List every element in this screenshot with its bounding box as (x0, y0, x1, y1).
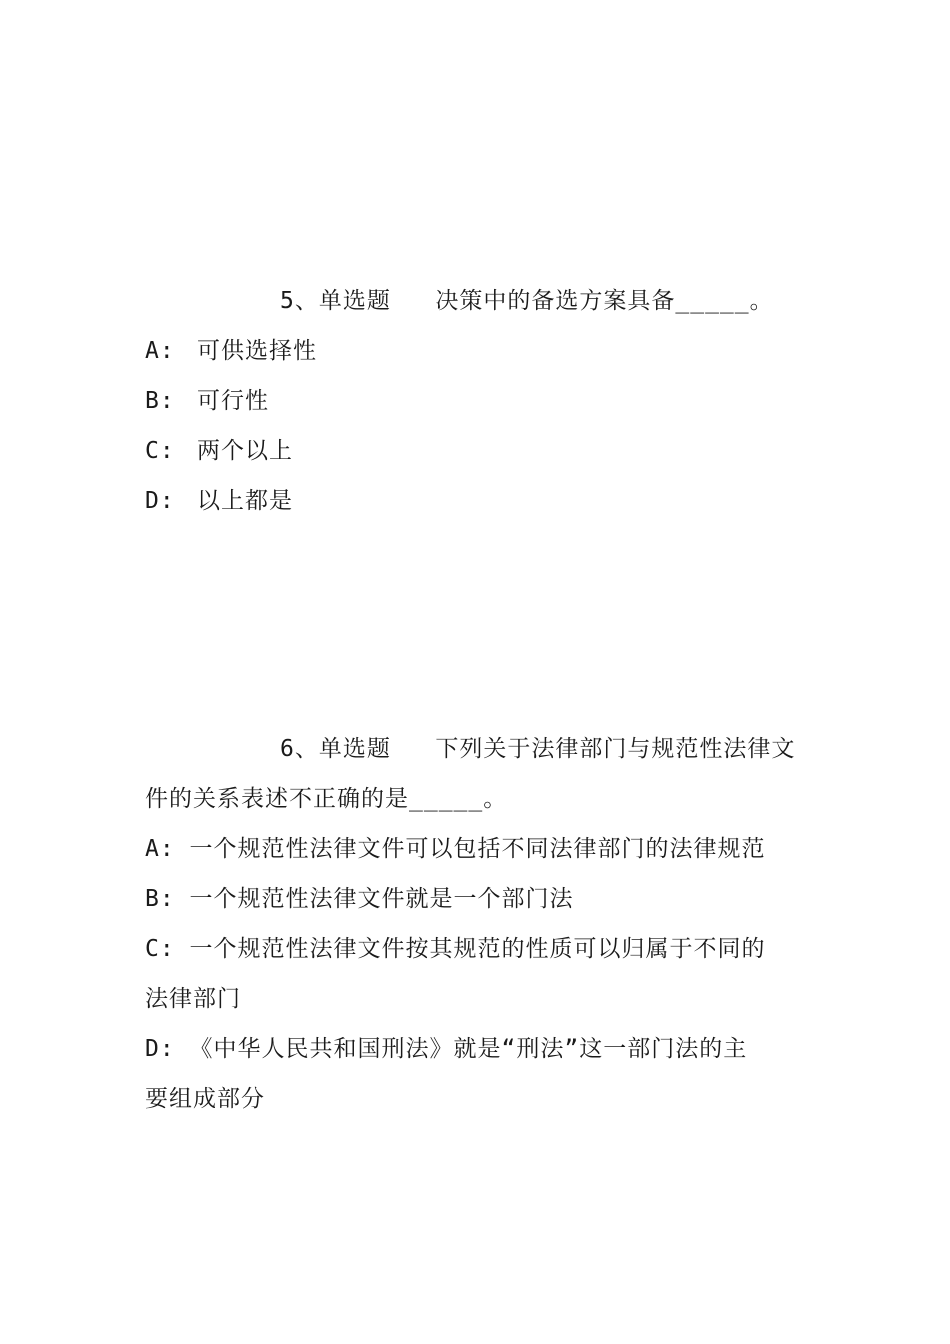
q6-option-b: B: 一个规范性法律文件就是一个部门法 (145, 886, 574, 912)
q5-option-c-text: 两个以上 (197, 438, 293, 464)
question-5-stem: 5、单选题 决策中的备选方案具备_____。 (280, 288, 774, 314)
q6-option-c-line-2: 法律部门 (145, 986, 241, 1012)
q5-option-b-letter: B: (145, 388, 175, 414)
question-6-stem-line-1: 6、单选题 下列关于法律部门与规范性法律文 (280, 736, 796, 762)
q6-option-c-line-1: C: 一个规范性法律文件按其规范的性质可以归属于不同的 (145, 936, 766, 962)
q5-option-b-text: 可行性 (197, 388, 269, 414)
q5-option-d-text: 以上都是 (197, 488, 293, 514)
q6-option-d-line-2: 要组成部分 (145, 1086, 265, 1112)
q6-option-d-line-1: D: 《中华人民共和国刑法》就是“刑法”这一部门法的主 (145, 1036, 748, 1062)
question-6-stem-line-2: 件的关系表述不正确的是_____。 (145, 786, 508, 812)
q5-option-a-letter: A: (145, 338, 175, 364)
q5-option-c-letter: C: (145, 438, 175, 464)
q5-option-d-letter: D: (145, 488, 175, 514)
q6-option-a: A: 一个规范性法律文件可以包括不同法律部门的法律规范 (145, 836, 766, 862)
q5-option-a-text: 可供选择性 (197, 338, 317, 364)
